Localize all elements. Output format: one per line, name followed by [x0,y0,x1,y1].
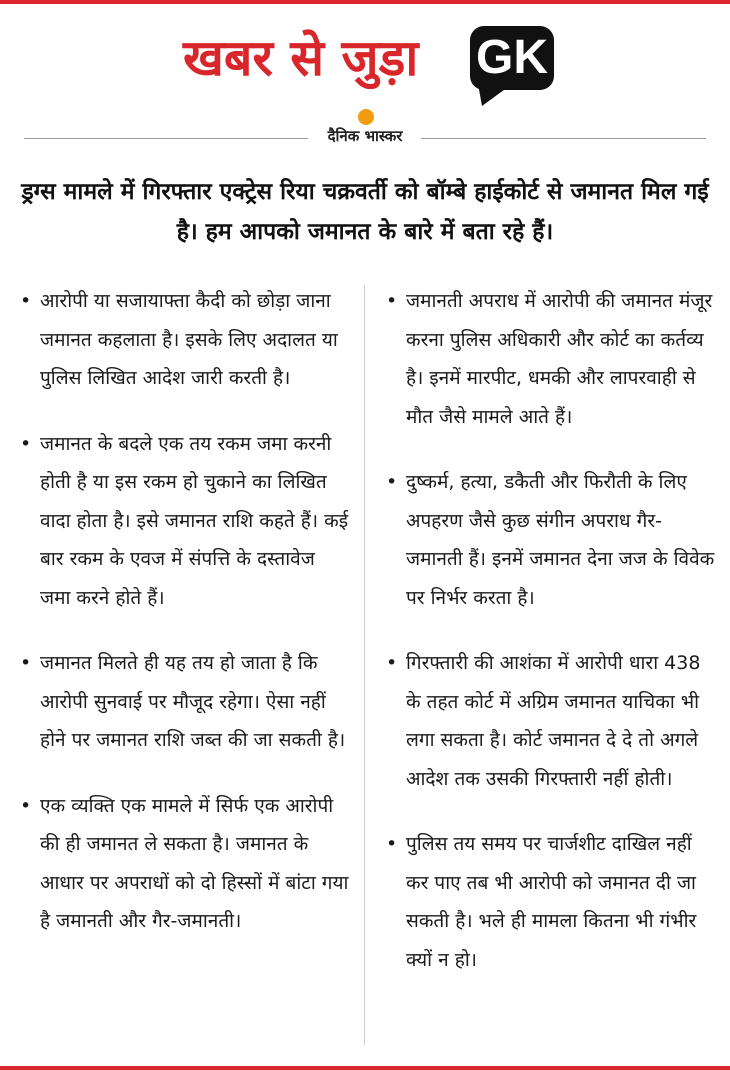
publisher-logo: दैनिक भास्कर [327,127,403,145]
speech-bubble-tail-icon [478,84,512,106]
list-item-text: आरोपी या सजायाफ्ता कैदी को छोड़ा जाना जमानत कहलाता है। इसके लिए अदालत या पुलिस लिखित आदेश जारी करती है। [40,290,338,389]
bullet-icon: • [386,471,398,493]
list-item [20,282,350,398]
list-item-text: जमानत मिलते ही यह तय हो जाता है कि आरोपी सुनवाई पर मौजूद रहेगा। ऐसा नहीं होने पर जमानत राशि जब्त की जा सकती है। [40,652,346,751]
column-divider [364,285,365,1045]
list-item [386,463,716,617]
list-item [386,644,716,798]
header-divider-left [24,138,308,139]
header-divider-right [421,138,706,139]
list-item [20,425,350,618]
page-title: खबर से जुड़ा [183,29,419,87]
bullet-icon: • [386,833,398,855]
list-item-text: जमानती अपराध में आरोपी की जमानत मंजूर करना पुलिस अधिकारी और कोर्ट का कर्तव्य है। इनमें मारपीट, धमकी और लापरवाही से मौत जैसे मामले आते हैं। [406,290,713,428]
left-column [20,282,350,941]
list-item-text: दुष्कर्म, हत्या, डकैती और फिरौती के लिए अपहरण जैसे कुछ संगीन अपराध गैर-जमानती हैं। इनमें जमानत देना जज के विवेक पर निर्भर करता है। [406,471,715,609]
bullet-icon: • [20,652,32,674]
bullet-icon: • [20,290,32,312]
gk-badge: GK [470,26,554,90]
list-item-text: जमानत के बदले एक तय रकम जमा करनी होती है या इस रकम हो चुकाने का लिखित वादा होता है। इसे जमानत राशि कहते हैं। कई बार रकम के एवज में संपत्ति के दस्तावेज जमा करने होते हैं। [40,432,349,609]
list-item-text: पुलिस तय समय पर चार्जशीट दाखिल नहीं कर पाए तब भी आरोपी को जमानत दी जा सकती है। भले ही मामला कितना भी गंभीर क्यों न हो। [406,833,697,971]
bullet-icon: • [20,794,32,817]
list-item-text: एक व्यक्ति एक मामले में सिर्फ एक आरोपी की ही जमानत ले सकता है। जमानत के आधार पर अपराधों को दो हिस्सों में बांटा गया है जमानती और गैर-जमानती। [40,794,349,932]
top-accent-bar [0,0,730,4]
bullet-icon: • [386,290,398,312]
list-item-text: गिरफ्तारी की आशंका में आरोपी धारा 438 के तहत कोर्ट में अग्रिम जमानत याचिका भी लगा सकता है। कोर्ट जमानत दे दे तो अगले आदेश तक उसकी गिरफ्तारी नहीं होती। [406,652,701,790]
list-item [386,282,716,436]
list-item [386,825,716,979]
list-item [20,787,350,941]
bullet-icon: • [20,432,32,455]
list-item [20,644,350,760]
right-column [386,282,716,979]
intro-text: ड्रग्स मामले में गिरफ्तार एक्ट्रेस रिया चक्रवर्ती को बॉम्बे हाईकोर्ट से जमानत मिल गई है। हम आपको जमानत के बारे में बता रहे हैं। [21,179,709,245]
bullet-icon: • [386,652,398,674]
sun-dot-icon [358,109,374,125]
bottom-accent-bar [0,1066,730,1070]
